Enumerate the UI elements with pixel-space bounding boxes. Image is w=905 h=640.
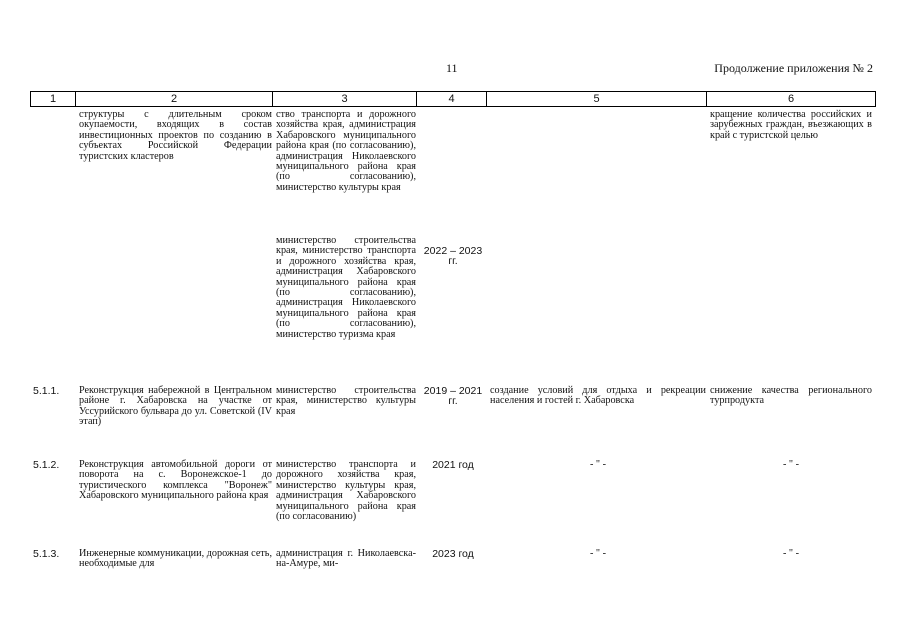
row-effect: - " - xyxy=(782,548,800,559)
continued-executors-cell-2: министерство строительства края, министерство транспорта и дорожного хозяйства края, администрация Хабаровского муниципального района края (по согласованию), администрация Николаевского муниципального района края (по согласованию), министерство туризма края xyxy=(276,235,416,340)
page-number: 11 xyxy=(446,61,458,75)
row-number: 5.1.1. xyxy=(33,385,60,397)
row-effect: - " - xyxy=(782,459,800,470)
row-period: 2023 год xyxy=(432,548,474,560)
row-name: Реконструкция автомобильной дороги от поворота на с. Воронежское-1 до туристического комплекса "Воронеж" Хабаровского муниципального района края xyxy=(79,459,272,502)
row-name: Реконструкция набережной в Центральном районе г. Хабаровска на участке от Уссурийского бульвара до ул. Советской (IV этап) xyxy=(79,385,272,428)
row-executors: администрация г. Николаевска-на-Амуре, ми- xyxy=(276,548,416,570)
row-effect: снижение качества регионального турпродукта xyxy=(710,385,872,407)
header-col-4: 4 xyxy=(417,92,487,106)
continued-executors-cell: ство транспорта и дорожного хозяйства края, администрация Хабаровского муниципального района края (по согласованию), администрация Николаевского муниципального района края (по согласованию), министерство культуры края xyxy=(276,109,416,193)
table-header-row xyxy=(30,91,876,107)
header-col-2: 2 xyxy=(76,92,273,106)
row-result: - " - xyxy=(589,548,607,559)
row-executors: министерство строительства края, министерство культуры края xyxy=(276,385,416,417)
continued-name-cell: структуры с длительным сроком окупаемости, входящих в состав инвестиционных проектов по созданию в субъектах Российской Федерации туристских кластеров xyxy=(79,109,272,162)
header-col-1: 1 xyxy=(31,92,76,106)
row-result: создание условий для отдыха и рекреации населения и гостей г. Хабаровска xyxy=(490,385,706,407)
header-col-6: 6 xyxy=(787,93,795,105)
row-executors: министерство транспорта и дорожного хозяйства края, министерство культуры края, администрация Хабаровского муниципального района края (по согласованию) xyxy=(276,459,416,523)
continued-period-cell: 2022 – 2023 гг. xyxy=(423,245,483,268)
row-number: 5.1.2. xyxy=(33,459,60,471)
row-result: - " - xyxy=(589,459,607,470)
row-period: 2019 – 2021 гг. xyxy=(423,385,483,408)
header-col-3: 3 xyxy=(273,92,417,106)
row-number: 5.1.3. xyxy=(33,548,60,560)
row-name: Инженерные коммуникации, дорожная сеть, необходимые для xyxy=(79,548,272,570)
row-period: 2021 год xyxy=(432,459,474,471)
header-col-5: 5 xyxy=(487,92,707,106)
continuation-label: Продолжение приложения № 2 xyxy=(714,61,873,75)
continued-effect-cell: кращение количества российских и зарубежных граждан, въезжающих в край с туристской целью xyxy=(710,109,872,141)
